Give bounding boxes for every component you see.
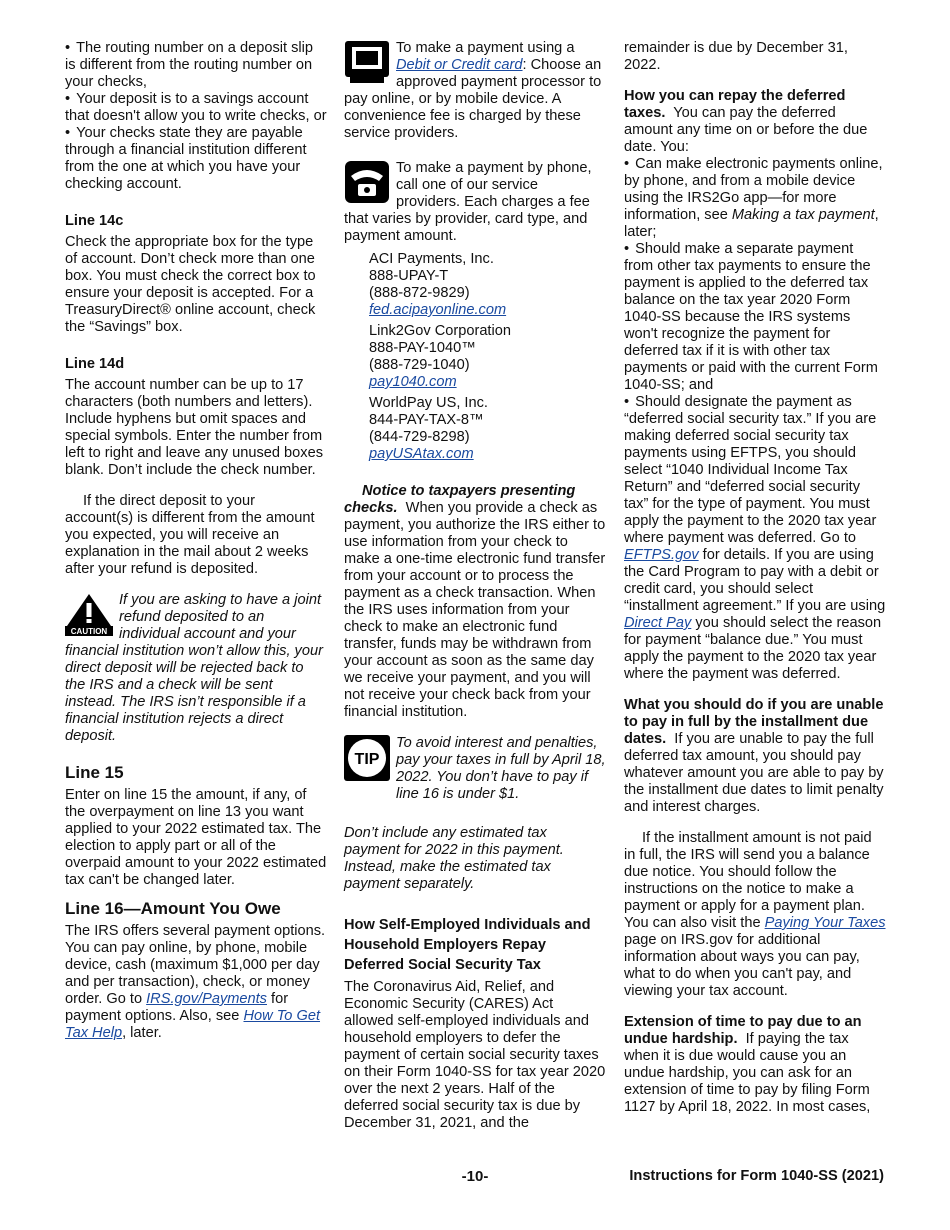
provider-name: Link2Gov Corporation [369,323,511,339]
bullet-separate-payment: • Should make a separate payment from other tax payments to ensure the payment is applied to the deferred tax balance on the tax year 2020 Form 1040-SS because the IRS systems won't recognize the payment for deferred tax if it is with other tax payments or paid with the current Form 1040-SS; and [624,241,886,394]
tip-label: TIP [354,751,380,768]
provider-url-link[interactable]: payUSAtax.com [369,446,474,462]
provider-link2gov [369,323,606,391]
provider-phone-digits: (888-729-1040) [369,357,470,373]
bullet-routing: • The routing number on a deposit slip is different from the routing number on your checks, [65,40,327,91]
extension-heading: Extension of time to pay due to an undue hardship. [624,1014,862,1047]
not-paid-paragraph [624,830,886,1000]
unable-to-pay-heading: What you should do if you are unable to pay in full by the installment due dates. [624,697,884,747]
repay-heading: How you can repay the deferred taxes. [624,88,846,121]
how-to-get-tax-help-link[interactable]: How To Get Tax Help [65,1008,321,1041]
making-tax-payment-ref: Making a tax payment [731,207,875,223]
caution-note [65,592,327,745]
phone-payment-note [344,160,606,245]
tip-note [344,735,606,803]
eftps-link[interactable]: EFTPS.gov [624,547,699,563]
line-16-text-c: , later. [122,1025,162,1041]
heading-line-14c: Line 14c [65,213,124,229]
bullet-designate-payment [624,394,886,683]
provider-phone-digits: (844-729-8298) [369,429,470,445]
bullet-payable: • Your checks state they are payable through a financial institution different from the one at which you have your checking account. [65,125,327,193]
designate-text-c: you should select the reason for payment “balance due.” You must apply the payment to the 2020 tax year where the payment was deferred. [624,615,882,682]
column-middle [344,40,606,1132]
bullet-electronic-payments [624,156,886,241]
page-number: -10- [461,1168,489,1185]
heading-line-14d: Line 14d [65,356,125,372]
tip-icon [344,735,390,786]
irs-payments-link[interactable]: IRS.gov/Payments [146,991,267,1007]
paragraph-direct-deposit-difference: If the direct deposit to your account(s) is different from the amount you expected, you will receive an explanation in the mail about 2 weeks after your refund is deposited. [65,493,315,577]
computer-icon [344,40,390,89]
heading-self-employed-repay: How Self-Employed Individuals and Household Employers Repay Deferred Social Security Tax [344,917,591,973]
tip-text: To avoid interest and penalties, pay your taxes in full by April 18, 2022. You don’t have to pay if line 16 is under $1. [396,735,606,802]
caution-label: CAUTION [70,627,108,636]
paragraph-line-15: Enter on line 15 the amount, if any, of the overpayment on line 13 you want applied to your 2022 estimated tax. The election to apply part or all of the overpaid amount to your 2022 estimated tax can't be changed later. [65,787,327,888]
heading-line-15: Line 15 [65,763,124,782]
extension-paragraph [624,1014,886,1116]
extension-text: If paying the tax when it is due would cause you an undue hardship, you can ask for an extension of time to pay by filing Form 1127 by April 18, 2022. In most cases, [624,1031,871,1115]
column-right [624,40,886,1116]
paragraph-remainder: remainder is due by December 31, 2022. [624,40,848,73]
provider-phone: 888-UPAY-T [369,268,449,284]
provider-name: WorldPay US, Inc. [369,395,488,411]
provider-phone: 888-PAY-1040™ [369,340,476,356]
direct-pay-link[interactable]: Direct Pay [624,615,692,631]
provider-aci [369,251,606,319]
provider-url-link[interactable]: pay1040.com [369,374,457,390]
bullet-savings: • Your deposit is to a savings account that doesn't allow you to write checks, or [65,91,327,125]
notice-checks-heading: Notice to taxpayers presenting checks. [344,483,576,516]
designate-text-b: for details. If you are using the Card Program to pay with a debit or credit card, you should select “installment agreement.” If you are using [624,547,886,614]
phone-payment-text: To make a payment by phone, call one of our service providers. Each charges a fee that varies by provider, card type, and payment amount. [344,160,592,244]
paragraph-line-14c: Check the appropriate box for the type of account. Don’t check more than one box. You must check the correct box to ensure your deposit is accepted. For a TreasuryDirect® online account, check the “Savings” box. [65,234,316,335]
paragraph-cares-act: The Coronavirus Aid, Relief, and Economic Security (CARES) Act allowed self-employed individuals and household employers to defer the payment of certain social security taxes on their Form 1040-SS for tax year 2020 over the next 2 years. Half of the deferred social security tax is due by December 31, 2021, and the [344,979,606,1131]
unable-to-pay-paragraph [624,697,886,816]
heading-line-16: Line 16—Amount You Owe [65,899,281,918]
electronic-payments-tail: , later; [624,207,879,240]
not-paid-text-a: If the installment amount is not paid in full, the IRS will send you a balance due notice. You should follow the instructions on the notice to make a payment or apply for a payment plan. You can also visit the [624,830,872,931]
repay-paragraph [624,88,886,156]
line-16-text-a: The IRS offers several payment options. You can pay online, by phone, mobile device, cash (maximum $1,000 per day and per transaction), check, or money order. Go to [65,923,326,1007]
provider-name: ACI Payments, Inc. [369,251,494,267]
provider-list [344,251,606,463]
line-16-text-b: for payment options. Also, see [65,991,289,1024]
document-title: Instructions for Form 1040-SS (2021) [629,1168,884,1184]
notice-checks-paragraph [344,483,606,721]
paragraph-line-14d: The account number can be up to 17 characters (both numbers and letters). Include hyphens but omit spaces and special symbols. Enter the number from left to right and leave any unused boxes blank. Don’t include the check number. [65,377,323,478]
card-text-b: : Choose an approved payment processor to pay online, or by mobile device. A convenience fee is charged by these service providers. [344,57,602,141]
provider-url-link[interactable]: fed.acipayonline.com [369,302,507,318]
provider-phone-digits: (888-872-9829) [369,285,470,301]
column-left [65,40,327,1042]
provider-worldpay [369,395,606,463]
repay-text: You can pay the deferred amount any time on or before the due date. You: [624,105,868,155]
caution-text: If you are asking to have a joint refund deposited to an individual account and your financial institution won’t allow this, your direct deposit will be rejected back to the IRS and a check will be sent instead. The IRS isn’t responsible if a financial institution rejects a direct deposit. [65,592,323,744]
not-paid-text-b: page on IRS.gov for additional information about ways you can pay, what to do when you can't pay, and viewing your tax account. [624,932,860,999]
debit-credit-card-link[interactable]: Debit or Credit card [396,57,523,73]
card-payment-note [344,40,606,142]
telephone-icon [344,160,390,209]
paying-your-taxes-link[interactable]: Paying Your Taxes [764,915,886,931]
card-text-a: To make a payment using a [396,40,575,56]
notice-checks-text: When you provide a check as payment, you authorize the IRS either to use information from your check to make a one-time electronic fund transfer from your account or to process the payment as a check transaction. When the IRS uses information from your check to make an electronic fund transfer, funds may be withdrawn from your account as soon as the same day we receive your payment, and you will not receive your check back from your financial institution. [344,500,606,720]
caution-icon [65,592,113,641]
estimated-tax-note: Don’t include any estimated tax payment for 2022 in this payment. Instead, make the estimated tax payment separately. [344,825,564,892]
designate-text-a: Should designate the payment as “deferred social security tax.” If you are making deferred social security tax payments using EFTPS, you should select “1040 Individual Income Tax Return” and “deferred social security tax” for the type of payment. You must apply the payment to the 2020 tax year where payment was deferred. Go to [624,394,877,546]
unable-to-pay-text: If you are unable to pay the full deferred tax amount, you should pay whatever amount you are able to pay by the installment due dates to limit penalty and interest charges. [624,731,884,815]
provider-phone: 844-PAY-TAX-8™ [369,412,484,428]
paragraph-line-16 [65,923,327,1042]
electronic-payments-text: Can make electronic payments online, by phone, and from a mobile device using the IRS2Go app—for more information, see [624,156,883,223]
